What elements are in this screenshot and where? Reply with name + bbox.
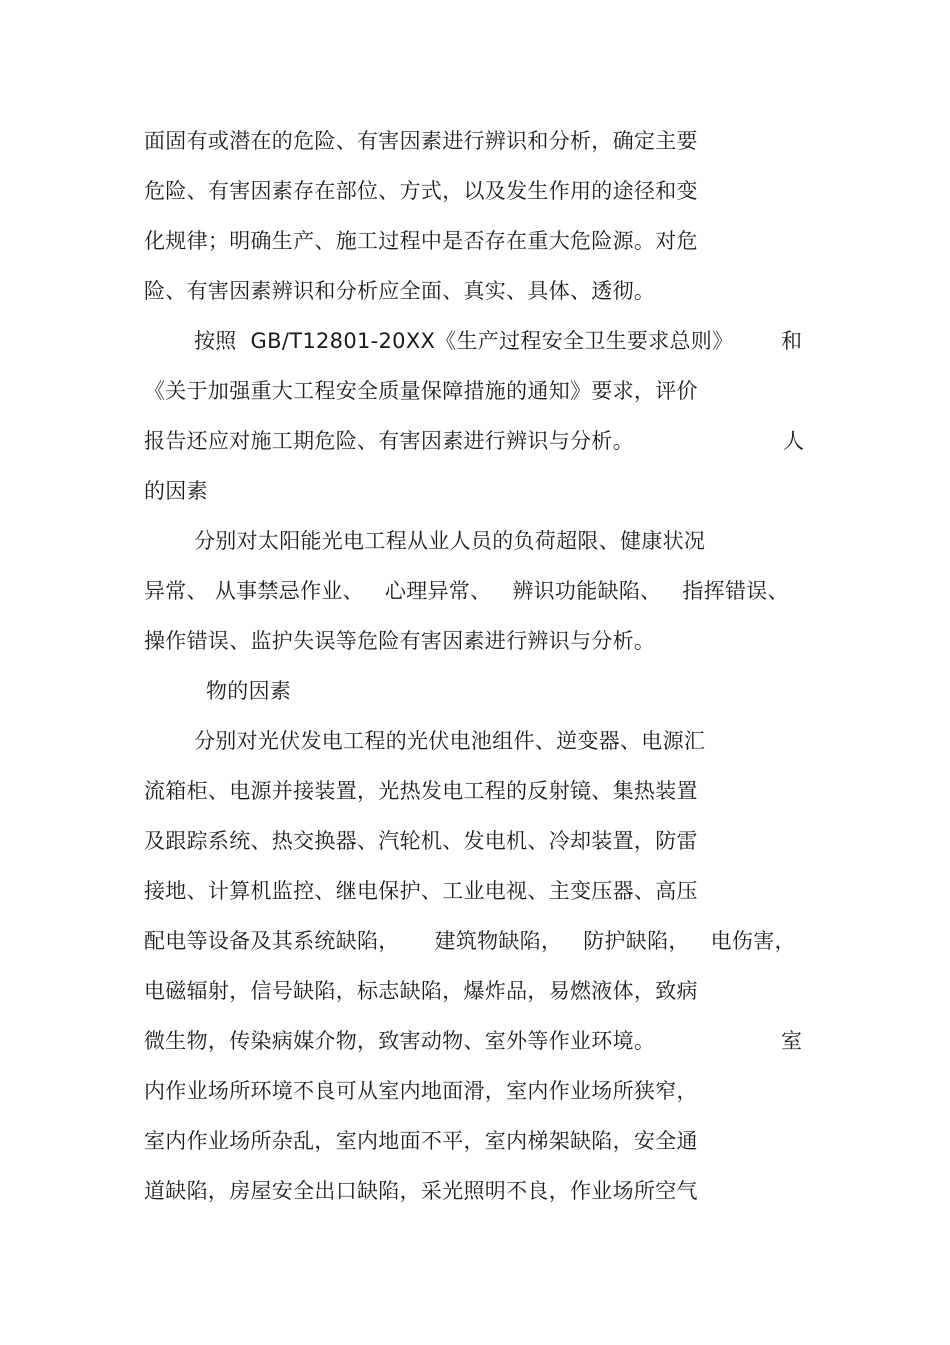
section-heading-material-factors: 物的因素	[206, 679, 292, 703]
text-line: 流箱柜、电源并接装置，光热发电工程的反射镜、集热装置	[144, 779, 698, 803]
text-line: 电磁辐射，信号缺陷，标志缺陷，爆炸品，易燃液体，致病	[144, 979, 698, 1003]
text-line: 道缺陷，房屋安全出口缺陷，采光照明不良，作业场所空气	[144, 1179, 698, 1203]
text-line: 异常、 从事禁忌作业、 心理异常、 辨识功能缺陷、 指挥错误、	[144, 579, 789, 603]
text-line: 化规律；明确生产、施工过程中是否存在重大危险源。对危	[144, 229, 698, 253]
text-line: 面固有或潜在的危险、有害因素进行辨识和分析，确定主要	[144, 129, 698, 153]
text-line: 微生物，传染病媒介物，致害动物、室外等作业环境。	[144, 1029, 656, 1053]
text-line: 室内作业场所杂乱，室内地面不平，室内梯架缺陷，安全通	[144, 1129, 698, 1153]
text-line: 按照 GB/T12801-20XX《生产过程安全卫生要求总则》	[194, 329, 734, 353]
text-line: 及跟踪系统、热交换器、汽轮机、发电机、冷却装置，防雷	[144, 829, 698, 853]
text-line-tail: 和	[781, 329, 802, 353]
text-line-tail: 人	[783, 429, 804, 453]
text-line: 内作业场所环境不良可从室内地面滑，室内作业场所狭窄，	[144, 1079, 698, 1103]
text-line: 险、有害因素辨识和分析应全面、真实、具体、透彻。	[144, 279, 656, 303]
text-line: 接地、计算机监控、继电保护、工业电视、主变压器、高压	[144, 879, 698, 903]
section-heading-human-factors: 的因素	[144, 479, 208, 503]
text-line: 《关于加强重大工程安全质量保障措施的通知》要求，评价	[144, 379, 698, 403]
text-line: 分别对光伏发电工程的光伏电池组件、逆变器、电源汇	[194, 729, 706, 753]
text-line: 分别对太阳能光电工程从业人员的负荷超限、健康状况	[194, 529, 706, 553]
text-line: 配电等设备及其系统缺陷， 建筑物缺陷， 防护缺陷， 电伤害，	[144, 929, 796, 953]
text-line-tail: 室	[781, 1029, 802, 1053]
text-line: 危险、有害因素存在部位、方式，以及发生作用的途径和变	[144, 179, 698, 203]
text-line: 操作错误、监护失误等危险有害因素进行辨识与分析。	[144, 629, 656, 653]
text-line: 报告还应对施工期危险、有害因素进行辨识与分析。	[144, 429, 634, 453]
